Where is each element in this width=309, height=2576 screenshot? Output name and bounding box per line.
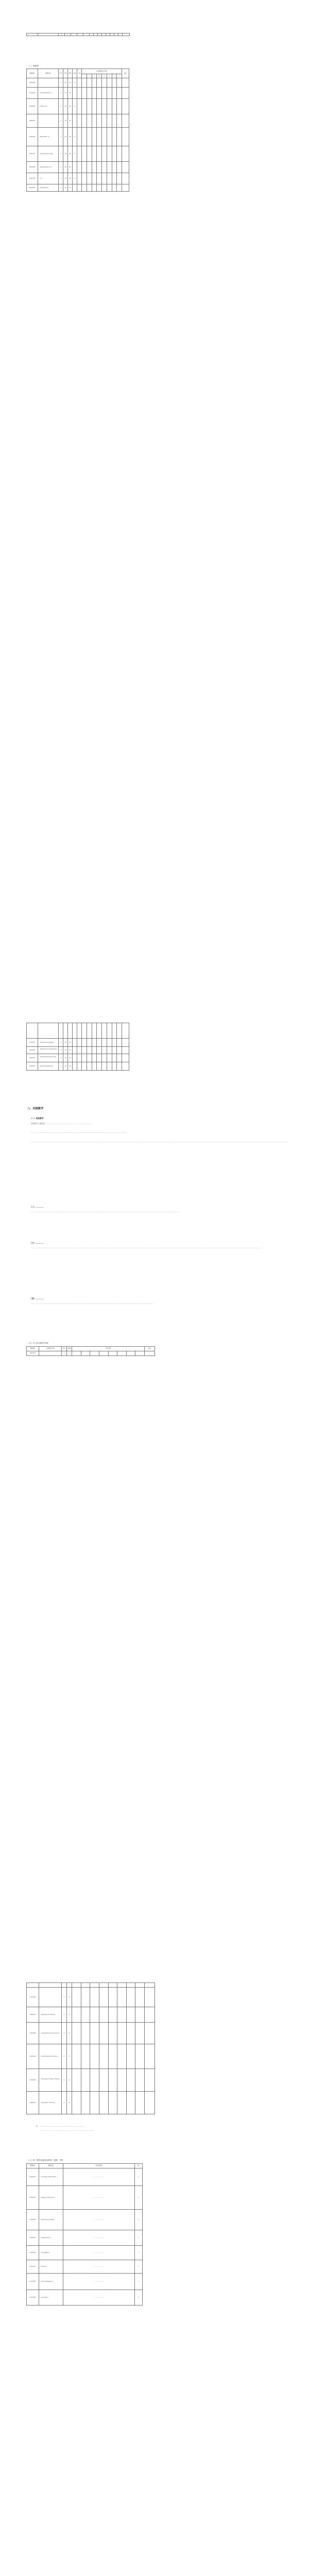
table-row: 0301035 ... 2 32 32: [27, 114, 129, 128]
subheading: （二）…………: [30, 1206, 44, 1208]
paragraph: …………………………………………………………………………………………………………………………………………………………………………………………………………………………………: [31, 1211, 180, 1213]
paragraph: …………………………………………………………………………………………………………………………………………………: [31, 1131, 127, 1133]
second-classroom-table: [26, 2163, 143, 2306]
second-classroom-caption: （六）第二课堂/创新创业教育（选修）安排: [27, 2159, 63, 2161]
table-row: 0301040 ... Engineering 2 32 32: [27, 184, 129, 192]
table-row: 0301056 ... Competition ... …………………… 1: [27, 2246, 143, 2260]
table-row: 0301037 ... Design Technology 2 32 24 8: [27, 146, 129, 162]
table-row: 0301043 ... Engineering Technology ... 2 32 32: [27, 1054, 129, 1062]
paragraph: …………………………………………………………………………………………………………………………………………………………………………………………: [31, 1302, 153, 1304]
table-row: 0301034 ... Theory of ... 2 32 24 8: [27, 99, 129, 114]
table-row: 0301058 ... Science Research ... …………………… 1: [27, 2274, 143, 2290]
table-row: 0301048 ... Comprehensive Training of ... 2 2: [27, 2023, 155, 2044]
table-row: 0301044 ... Power Engineering 2 32 32: [27, 1062, 129, 1071]
page-2: [0, 984, 309, 1968]
table-row: 0301053 ... Design of Advanced ... …………………… 1: [27, 2186, 143, 2210]
table-row: 0301041 ... Professional English ... 2 32 32: [27, 1039, 129, 1047]
table-header: 课程编号 课程名称 学分 学时 理论 实验 上机 各学期周学时分配 备注: [27, 69, 129, 74]
subheading: （三）…………: [30, 1242, 44, 1244]
table-row: ...: [27, 1023, 129, 1039]
table-row: 0301052 ... Computer Applications ... …………………… 1: [27, 2168, 143, 2186]
table-row: 0301033 ... Fundamentals of ... 2 32 32: [27, 88, 129, 99]
practice-table: [26, 1346, 155, 1356]
paragraph: 实践教学主要包括：……………………………………………………………………: [31, 1123, 92, 1125]
table-header: 课程编号 课程名称 内容与要求 学分: [27, 2164, 143, 2168]
elective-course-table: 课程编号 课程名称 学分 学时 理论 实验 上机 各学期周学时分配 备注 一 二 三 四 五 六 七 八 0301032 ... 2 32 24 8 0301033 ... Fundamentals of ... 2 32 32 0301034 ... Theory of ... 2 32 24 8 0301035 ... 2 32 32 0301036 ... Regulation of ... 3 48 40 8 0301037 ... Design Technology 2 32 24 8 0301038 ... Measurement of ... 2 32 32 0301039 ... of ... 2 32 24 8 0301040 ... Engineering 2 32 32: [26, 69, 129, 192]
table-row: ... ... 2 2: [27, 33, 130, 36]
table-row: 0301059 ... Innovation ... …………………… 2: [27, 2290, 143, 2306]
table-row: 0301047 ... Professional Training 2 2: [27, 2007, 155, 2023]
table-row: 0301045 ... 1 1: [27, 1351, 155, 1356]
table-row: 0301046 ... 1 1: [27, 1988, 155, 2007]
course-table-top: [26, 33, 130, 36]
page-1: [0, 0, 309, 984]
table-row: 0301050 ... Graduation Project / Thesis ... 4 4: [27, 2069, 155, 2092]
practice-table-caption: （五）实习/实训教学安排: [27, 1342, 48, 1344]
table-row: 0301057 ... Practice ... …………………… 1: [27, 2260, 143, 2274]
subheading: （一）实践教学: [30, 1117, 44, 1120]
section-heading-practice: 八、实践教学: [27, 1107, 44, 1110]
table-row: 0301055 ... Programming ... …………………… 1: [27, 2230, 143, 2246]
table-row: 0301039 ... of ... 2 32 24 8: [27, 173, 129, 184]
table-row: 0301042 ... Research and Application ... 2 32 32: [27, 1047, 129, 1054]
elective-course-table-cont: [26, 1023, 129, 1071]
table-row: 0301051 ... Graduation Training ... 8 8: [27, 2092, 155, 2114]
table-note: ……………………………………………………………………………………: [40, 2129, 95, 2131]
paragraph: ………………………………………………………………………………………………………………………………………………………………………………………………………………………………………………………………………………………………………………………………………………………………………………………………………: [31, 1141, 288, 1143]
table-header: 课程编号 实践教学名称 学分 周数 开设学期 备注: [27, 1347, 155, 1351]
table-note: 注：……………………………………………………………………: [36, 2125, 84, 2127]
table-row: 0301049 ... Comprehensive Training ... 2 2: [27, 2044, 155, 2069]
table-row: 0301036 ... Regulation of ... 3 48 40 8: [27, 128, 129, 146]
table-row: 0301038 ... Measurement of ... 2 32 32: [27, 162, 129, 173]
elective-caption: （二）选修课: [27, 65, 39, 67]
practice-table-cont: [26, 1982, 155, 2114]
table-row: 0301032 ... 2 32 24 8: [27, 78, 129, 88]
page-3: [0, 1968, 309, 2576]
table-row: 0301054 ... Technical Innovation ... …………………… 2: [27, 2210, 143, 2230]
table-header: [27, 1983, 155, 1988]
paragraph: ………………………………………………………………………………………………………………………………………………………………………………………………………………………………………………………………………………………………………………………………………………………………: [31, 1247, 262, 1249]
subheading: （四）…………: [30, 1297, 44, 1300]
